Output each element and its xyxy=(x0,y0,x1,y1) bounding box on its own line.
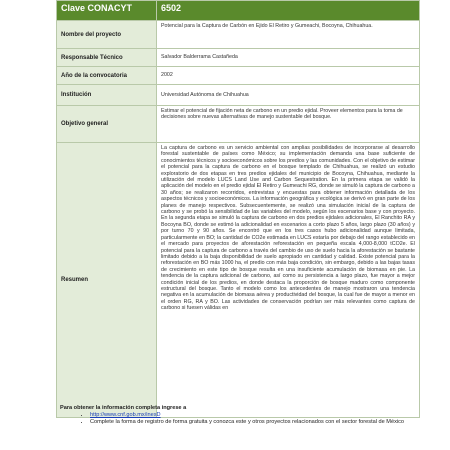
table-row xyxy=(57,21,420,49)
cnf-link[interactable]: http://www.cnf.gob.mx/inesD xyxy=(90,411,161,418)
row-label-nombre: Nombre del proyecto xyxy=(57,21,157,49)
row-value-resumen: La captura de carbono es un servicio ambiental con amplias posibilidades de incorporarse al desarrollo forestal sustentable de países como México; su implementación demanda una base suficiente de conocimientos técnicos y socioeconómicos sobre los predios y las comunidades. Con el objetivo de estimar el potencial para la captura de carbono en el bosque templado de Chihuahua, se realizó un estudio exploratorio de dos etapas en tres predios ejidales del municipio de Bocoyna, Chihuahua, mediante la utilización del modelo LUCS Land Use and Carbon Sequestration. En la primera etapa se validó la aplicación del modelo en el predio ejidal El Retiro y Gumeachi RG, donde se simuló la captura de carbono a 30 años; se realizaron recorridos, entrevistas y encuestas para obtener información detallada de los aspectos técnicos y socioeconómicos. La información geográfica y ecológica se derivó en gran parte de los planes de manejo respectivos. Subsecuentemente, se realizó una simulación inicial de la captura de carbono y se probó la sensibilidad de las variables del modelo, según los escenarios base y con proyecto. En la segunda etapa se simuló la captura de carbono en dos predios ejidales adicionales, El Ranchito RA y Bocoyna BO, donde se estimó la adicionalidad en escenarios a corto plazo 5 años, largo plazo (30 años) y por turno 70 y 90 años. Se encontró que en los tres casos hubo adicionalidad aunque limitada, particularmente en BO; la cantidad de CO2e estimada en LUCS estaría por debajo del rango establecido en el mercado para proyectos de aforestación reforestación en pequeña escala 4,000-8,000 tCO2e. El potencial para la captura de carbono a través del cambio de uso de suelo hacia la aforestación se bastante limitado debido a la baja disponibilidad de suelo apropiado en cantidad y calidad. Existe potencial para la reforestación en BO más 1000 ha, el predio con más baja condición, sin embargo, debido a las bajas tasas de crecimiento en este tipo de bosque resulta en una insuficiente acumulación de biomasa en pie. La tendencia de la captura adicional de carbono, así como su persistencia a largo plazo, fue mayor a mejor condición inicial de los predios, en donde destaca la proporción de bosque maduro como componente estructural del bosque. Tanto el modelo como los antecedentes de manejo mostraron una tendencia negativa en la acumulación de biomasa aérea y productividad del bosque, la cual fue de mayor a menor en el orden RG, RA y BO. Las actividades de conservación podrían ser más relevantes como captura de carbono si fuesen válidas en xyxy=(157,143,420,418)
footer-list-item xyxy=(90,412,420,419)
row-value-responsable: Salvador Balderrama Castañeda xyxy=(157,49,420,67)
footer-intro: Para obtener la información completa ingrese a xyxy=(60,405,187,411)
header-value: 6502 xyxy=(157,1,420,21)
row-label-responsable: Responsable Técnico xyxy=(57,49,157,67)
table-header-row xyxy=(57,1,420,21)
table-row xyxy=(57,143,420,418)
header-key: Clave CONACYT xyxy=(57,1,157,21)
footer-list xyxy=(60,412,420,426)
row-value-anio: 2002 xyxy=(157,67,420,85)
row-value-institucion: Universidad Autónoma de Chihuahua xyxy=(157,85,420,106)
row-value-objetivo: Estimar el potencial de fijación neta de carbono en un predio ejidal. Proveer elementos para la toma de decisiones sobre nuevas alternativas de manejo sustentable del bosque. xyxy=(157,106,420,143)
table-row xyxy=(57,49,420,67)
table-row xyxy=(57,85,420,106)
table-row xyxy=(57,67,420,85)
row-label-objetivo: Objetivo general xyxy=(57,106,157,143)
footer-list-item xyxy=(90,419,420,426)
row-value-nombre: Potencial para la Captura de Carbón en Ejido El Retiro y Gumeachi, Bocoyna, Chihuahua. xyxy=(157,21,420,49)
row-label-resumen: Resumen xyxy=(57,143,157,418)
table-row xyxy=(57,106,420,143)
row-label-institucion: Institución xyxy=(57,85,157,106)
footer-note xyxy=(60,405,420,425)
row-label-anio: Año de la convocatoria xyxy=(57,67,157,85)
project-info-table xyxy=(56,0,420,418)
footer-registration-text: Complete la forma de registro de forma gratuita y conozca este y otros proyectos relacionados con el sector forestal de México xyxy=(90,418,405,425)
